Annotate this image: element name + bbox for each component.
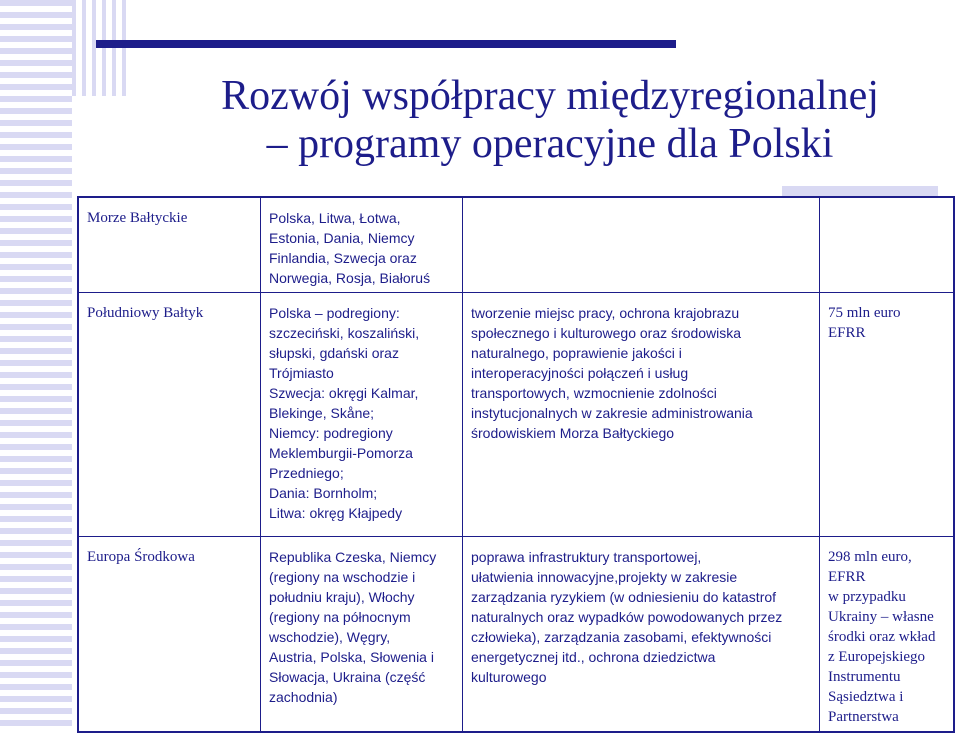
region-label: Morze Bałtyckie [87,210,188,226]
table-row [78,537,954,733]
budget-line: środki oraz wkład [828,629,936,645]
countries-line: Norwegia, Rosja, Białoruś [269,270,431,286]
priorities-cell [463,197,820,293]
countries-cell [261,293,463,537]
slide-title [160,72,940,168]
region-label: Południowy Bałtyk [87,305,204,321]
countries-line: Szwecja: okręgi Kalmar, [269,385,419,401]
budget-cell [820,293,955,537]
decor-bar-top [96,40,676,48]
decor-bar-right [782,186,938,196]
budget-line: w przypadku [828,589,906,605]
countries-line: (regiony na wschodzie i [269,569,416,585]
priorities-cell [463,293,820,537]
region-cell [78,197,261,293]
budget-line: EFRR [828,325,866,341]
priorities-line: zarządzania ryzykiem (w odniesieniu do katastrof [471,589,777,605]
priorities-line: poprawa infrastruktury transportowej, [471,549,702,565]
table-row [78,293,954,537]
budget-line: 75 mln euro [828,305,901,321]
priorities-cell [463,537,820,733]
priorities-line: energetycznej itd., ochrona dziedzictwa [471,649,716,665]
priorities-line: ułatwienia innowacyjne,projekty w zakresie [471,569,738,585]
countries-line: Republika Czeska, Niemcy [269,549,437,565]
countries-line: Polska, Litwa, Łotwa, [269,210,401,226]
budget-line: EFRR [828,569,866,585]
countries-line: Meklemburgii-Pomorza [269,445,413,461]
decor-stripe-left [0,0,72,727]
priorities-line: interoperacyjności połączeń i usług [471,365,689,381]
budget-line: 298 mln euro, [828,549,912,565]
region-cell [78,537,261,733]
priorities-line: kulturowego [471,669,547,685]
countries-cell [261,537,463,733]
countries-line: południu kraju), Włochy [269,589,415,605]
countries-line: wschodzie), Węgry, [269,629,391,645]
budget-cell [820,197,955,293]
title-line-1: Rozwój współpracy międzyregionalnej [221,73,879,119]
countries-line: Słowacja, Ukraina (część [269,669,426,685]
priorities-line: naturalnego, poprawienie jakości i [471,345,682,361]
budget-line: Instrumentu [828,669,901,685]
countries-line: słupski, gdański oraz [269,345,399,361]
countries-line: zachodnia) [269,689,338,705]
priorities-line: tworzenie miejsc pracy, ochrona krajobrazu [471,305,740,321]
countries-cell [261,197,463,293]
priorities-line: transportowych, wzmocnienie zdolności [471,385,717,401]
programs-table [77,196,955,733]
countries-line: Blekinge, Skåne; [269,405,375,421]
priorities-line: społecznego i kulturowego oraz środowiska [471,325,742,341]
countries-line: szczeciński, koszaliński, [269,325,420,341]
countries-line: Litwa: okręg Kłajpedy [269,505,403,521]
region-cell [78,293,261,537]
title-line-2: – programy operacyjne dla Polski [266,121,834,167]
budget-line: z Europejskiego [828,649,926,665]
region-label: Europa Środkowa [87,549,195,565]
budget-cell [820,537,955,733]
budget-line: Partnerstwa [828,709,899,725]
countries-line: Trójmiasto [269,365,334,381]
budget-line: Ukrainy – własne [828,609,934,625]
countries-line: Niemcy: podregiony [269,425,393,441]
priorities-line: człowieka), zarządzania zasobami, efektywności [471,629,772,645]
table-row [78,197,954,293]
countries-line: Austria, Polska, Słowenia i [269,649,434,665]
countries-line: Finlandia, Szwecja oraz [269,250,417,266]
countries-line: Dania: Bornholm; [269,485,378,501]
priorities-line: instytucjonalnych w zakresie administrowania [471,405,753,421]
countries-line: Estonia, Dania, Niemcy [269,230,415,246]
decor-stripe-top [72,0,132,96]
countries-line: Przedniego; [269,465,344,481]
priorities-line: środowiskiem Morza Bałtyckiego [471,425,675,441]
budget-line: Sąsiedztwa i [828,689,904,705]
countries-line: Polska – podregiony: [269,305,400,321]
priorities-line: naturalnych oraz wypadków powodowanych przez [471,609,783,625]
countries-line: (regiony na północnym [269,609,411,625]
